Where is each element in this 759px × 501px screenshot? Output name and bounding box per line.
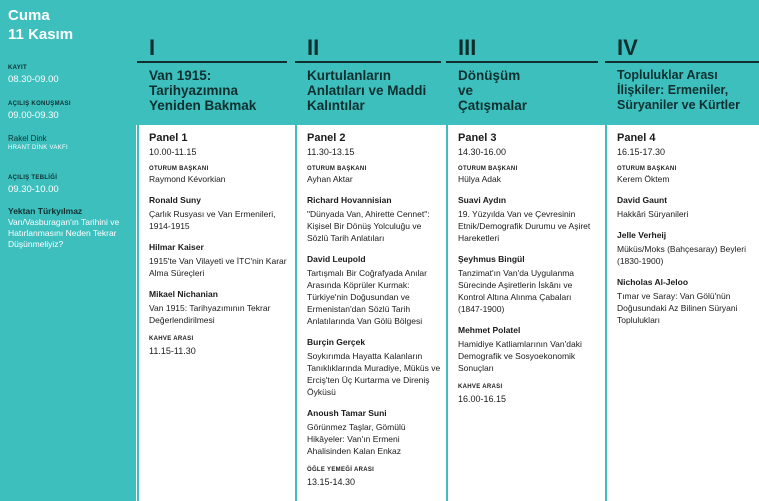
panel-time: 14.30-16.00 <box>458 147 507 157</box>
speaker-name: Mikael Nichanian <box>149 289 218 299</box>
session-body <box>307 132 443 488</box>
chair-label: OTURUM BAŞKANI <box>307 166 367 172</box>
break-block <box>307 466 443 488</box>
speaker-entry <box>307 254 443 327</box>
session-column-2 <box>295 0 445 501</box>
speaker-name: David Gaunt <box>617 195 668 205</box>
panel-label: Panel 3 <box>458 132 497 144</box>
talk-title: 1915'te Van Vilayeti ve İTC'nin Karar Alma Süreçleri <box>149 256 287 278</box>
chair-name: Raymond Kévorkian <box>149 174 226 184</box>
session-body <box>617 132 755 326</box>
break-block <box>149 335 289 357</box>
session-numeral: I <box>149 35 156 60</box>
title-rule <box>295 61 441 63</box>
session-title: Topluluklar Arası İlişkiler: Ermeniler, Süryaniler ve Kürtler <box>617 68 740 112</box>
speaker-entry <box>458 254 596 315</box>
paper-speaker: Yektan Türkyılmaz <box>8 206 83 216</box>
speaker-entry <box>617 277 755 326</box>
speaker-entry <box>149 242 289 279</box>
opening-label: AÇILIŞ KONUŞMASI <box>8 101 71 107</box>
speaker-entry <box>307 408 443 457</box>
registration-label: KAYIT <box>8 65 27 71</box>
talk-title: Müküs/Moks (Bahçesaray) Beyleri (1830-1900) <box>617 244 746 266</box>
speaker-name: Hilmar Kaiser <box>149 242 204 252</box>
speaker-name: Ronald Suny <box>149 195 201 205</box>
session-numeral: III <box>458 35 477 60</box>
opening-block <box>8 100 134 152</box>
speaker-entry <box>617 230 755 267</box>
break-time: 11.15-11.30 <box>149 346 196 356</box>
speaker-name: Burçin Gerçek <box>307 337 366 347</box>
speaker-entry <box>458 195 596 244</box>
day-date: 11 Kasım <box>8 26 74 43</box>
opening-time: 09.00-09.30 <box>8 110 59 121</box>
speaker-name: Nicholas Al-Jeloo <box>617 277 689 287</box>
title-rule <box>137 61 287 63</box>
panel-label: Panel 4 <box>617 132 656 144</box>
day-heading <box>8 6 73 44</box>
speaker-entry <box>149 289 289 326</box>
column-divider <box>137 62 139 501</box>
chair-label: OTURUM BAŞKANI <box>149 166 209 172</box>
speaker-name: Mehmet Polatel <box>458 325 521 335</box>
speaker-name: Jelle Verheij <box>617 230 667 240</box>
chair-label: OTURUM BAŞKANI <box>617 166 677 172</box>
title-rule <box>446 61 598 63</box>
paper-label: AÇILIŞ TEBLİĞİ <box>8 175 58 181</box>
session-title: Kurtulanların Anlatıları ve Maddi Kalıntılar <box>307 68 427 113</box>
talk-title: Hamidiye Katliamlarının Van'daki Demografik ve Sosyoekonomik Sonuçları <box>458 339 582 373</box>
paper-block <box>8 174 134 250</box>
session-numeral: IV <box>617 35 638 60</box>
panel-label: Panel 1 <box>149 132 188 144</box>
session-numeral: II <box>307 35 320 60</box>
opening-org: HRANT DİNK VAKFI <box>8 145 68 151</box>
title-rule <box>605 61 759 63</box>
break-block <box>458 383 596 405</box>
paper-time: 09.30-10.00 <box>8 184 59 195</box>
speaker-entry <box>307 337 443 398</box>
break-time: 13.15-14.30 <box>307 477 356 487</box>
chair-name: Hülya Adak <box>458 174 501 184</box>
talk-title: "Dünyada Van, Ahirette Cennet": Kişisel Bir Dönüş Yolculuğu ve Sözlü Tarih Anlatıları <box>307 209 430 243</box>
talk-title: Görünmez Taşlar, Gömülü Hikâyeler: Van'ın Ermeni Ahalisinden Kalan Enkaz <box>307 422 406 456</box>
talk-title: Hakkâri Süryanileri <box>617 209 689 219</box>
break-label: KAHVE ARASI <box>149 336 194 342</box>
chair-label: OTURUM BAŞKANI <box>458 166 518 172</box>
chair-name: Kerem Öktem <box>617 174 670 184</box>
speaker-name: David Leupold <box>307 254 366 264</box>
speaker-entry <box>617 195 755 220</box>
session-column-1 <box>137 0 291 501</box>
panel-label: Panel 2 <box>307 132 346 144</box>
session-body <box>149 132 289 357</box>
break-label: ÖĞLE YEMEĞİ ARASI <box>307 467 375 473</box>
opening-speaker: Rakel Dink <box>8 134 47 143</box>
speaker-entry <box>149 195 289 232</box>
speaker-entry <box>307 195 443 244</box>
column-divider <box>605 62 607 501</box>
speaker-name: Suavi Aydın <box>458 195 507 205</box>
day-name: Cuma <box>8 7 50 24</box>
talk-title: Tımar ve Saray: Van Gölü'nün Doğusundaki Az Bilinen Süryani Toplulukları <box>617 291 738 325</box>
session-title: Van 1915: Tarihyazımına Yeniden Bakmak <box>149 68 257 113</box>
break-time: 16.00-16.15 <box>458 394 507 404</box>
panel-time: 16.15-17.30 <box>617 147 666 157</box>
session-column-3 <box>446 0 602 501</box>
talk-title: Tanzimat'ın Van'da Uygulanma Sürecinde Aşiretlerin İskânı ve Kontrol Altına Alınma Çabaları (1847-1900) <box>458 268 575 314</box>
speaker-entry <box>458 325 596 374</box>
column-divider <box>295 62 297 501</box>
panel-time: 10.00-11.15 <box>149 147 197 157</box>
session-body <box>458 132 596 405</box>
paper-title: Van/Vasburagan'ın Tarihini ve Hatırlanmasını Neden Tekrar Düşünmeliyiz? <box>8 217 120 249</box>
speaker-name: Anoush Tamar Suni <box>307 408 387 418</box>
speaker-name: Richard Hovannisian <box>307 195 392 205</box>
speaker-name: Şeyhmus Bingül <box>458 254 525 264</box>
talk-title: Van 1915: Tarihyazımının Tekrar Değerlendirilmesi <box>149 303 271 325</box>
talk-title: 19. Yüzyılda Van ve Çevresinin Etnik/Demografik Durumu ve Aşiret Hareketleri <box>458 209 591 243</box>
session-column-4 <box>605 0 759 501</box>
talk-title: Tartışmalı Bir Coğrafyada Anılar Arasında Köprüler Kurmak: Türkiye'nin Doğusundan ve Ermenistan'dan Sözlü Tarih Anlatılarında Van Gölü Bölgesi <box>307 268 427 326</box>
chair-name: Ayhan Aktar <box>307 174 353 184</box>
break-label: KAHVE ARASI <box>458 384 503 390</box>
talk-title: Soykırımda Hayatta Kalanların Tanıklıklarında Muradiye, Müküs ve Erciş'ten Üç Kurtarma ve Direniş Öyküsü <box>307 351 441 397</box>
registration-time: 08.30-09.00 <box>8 74 59 85</box>
registration-block <box>8 64 134 86</box>
talk-title: Çarlık Rusyası ve Van Ermenileri, 1914-1915 <box>149 209 276 231</box>
column-divider <box>446 62 448 501</box>
panel-time: 11.30-13.15 <box>307 147 355 157</box>
session-title: Dönüşüm ve Çatışmalar <box>458 68 528 113</box>
